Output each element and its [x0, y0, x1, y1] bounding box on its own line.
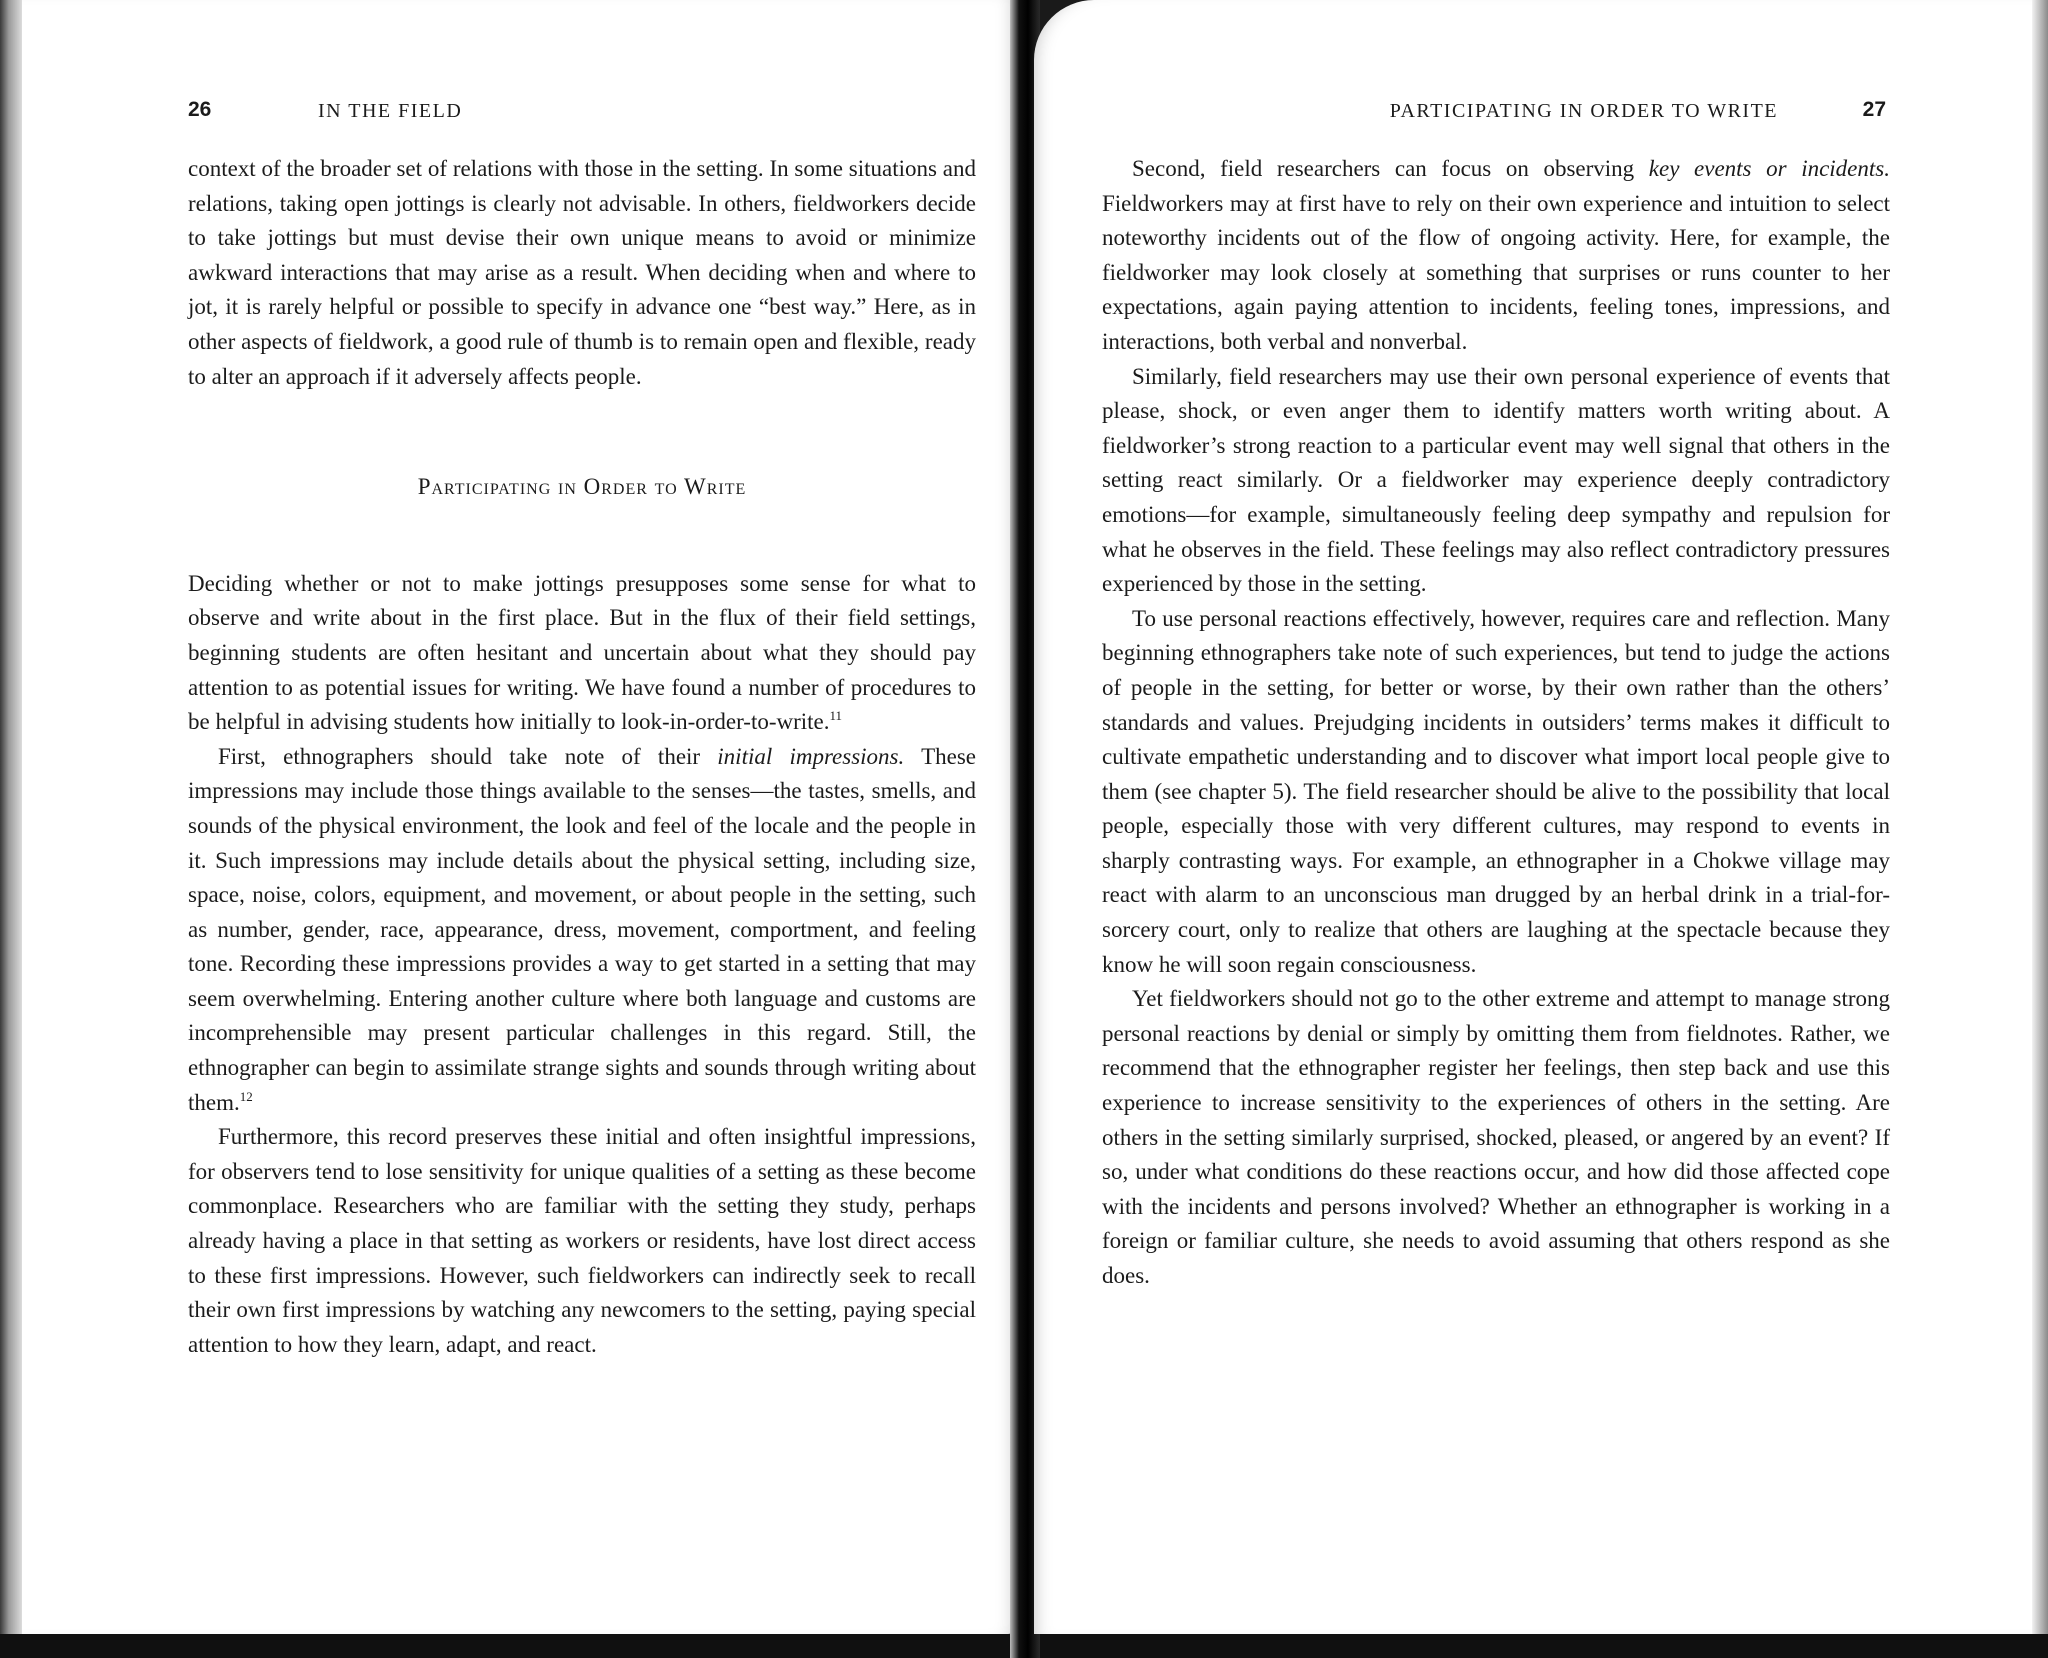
- paragraph: [188, 740, 976, 1121]
- paragraph-text: Second, field researchers can focus on observing: [1132, 156, 1649, 181]
- paragraph-text: First, ethnographers should take note of their: [218, 743, 718, 769]
- emphasis-text: key events or incidents.: [1648, 156, 1890, 181]
- paragraph: [188, 567, 976, 740]
- left-text-block: [188, 152, 976, 1362]
- right-edge-shadow: [2032, 0, 2048, 1634]
- paragraph: Similarly, field researchers may use their own personal experience of events that please, shock, or even anger them to identify matters worth writing about. A fieldworker’s strong reaction to a particular event may well signal that others in the setting react similarly. Or a fieldworker may experience deeply contradictory emotions—for example, simultaneously feeling deep sympathy and repulsion for what he observes in the field. These feelings may also reflect contradictory pressures experienced by those in the setting.: [1102, 363, 1890, 597]
- footnote-marker: 12: [239, 1088, 253, 1104]
- paragraph-text: Deciding whether or not to make jottings presupposes some sense for what to observe and write about in the first place. But in the flux of their field settings, beginning students are often hesitant and uncertain about what they should pay attention to as potential issues for writing. We have found a number of procedures to be helpful in advising students how initially to look-in-order-to-write.: [188, 570, 976, 735]
- running-head-left: IN THE FIELD: [318, 100, 463, 122]
- paragraph: To use personal reactions effectively, however, requires care and reflection. Many beginning ethnographers take note of such experiences, but tend to judge the actions of people in the setting, for better or worse, by their own rather than the others’ standards and values. Prejudging incidents in outsiders’ terms makes it difficult to cultivate empathetic understanding and to discover what import local people give to them (see chapter 5). The field researcher should be alive to the possibility that local people, especially those with very different cultures, may respond to events in sharply contrasting ways. For example, an ethnographer in a Chokwe village may react with alarm to an unconscious man drugged by an herbal drink in a trial-for-sorcery court, only to realize that others are laughing at the spectacle because they know he will soon regain consciousness.: [1102, 605, 1890, 977]
- running-head-right: PARTICIPATING IN ORDER TO WRITE: [1389, 100, 1778, 122]
- paragraph: Furthermore, this record preserves these initial and often insightful impressions, for observers tend to lose sensitivity for unique qualities of a setting as these become commonplace. Researchers who are familiar with the setting they study, perhaps already having a place in that setting as workers or residents, have lost direct access to these first impressions. However, such fieldworkers can indirectly seek to recall their own first impressions by watching any newcomers to the setting, paying special attention to how they learn, adapt, and react.: [188, 1124, 976, 1357]
- page-number-right: 27: [1862, 98, 1886, 121]
- section-heading: Participating in Order to Write: [417, 474, 747, 500]
- paragraph-text: These impressions may include those things available to the senses—the tastes, smells, and sounds of the physical environment, the look and feel of the locale and the people in it. Such impressions may include details about the physical setting, including size, space, noise, colors, equipment, and movement, or about people in the setting, such as number, gender, race, appearance, dress, movement, comportment, and feeling tone. Recording these impressions provides a way to get started in a setting that may seem overwhelming. Entering another culture where both language and customs are incomprehensible may present particular challenges in this regard. Still, the ethnographer can begin to assimilate strange sights and sounds through writing about them.: [188, 743, 976, 1115]
- paragraph: Yet fieldworkers should not go to the other extreme and attempt to manage strong personal reactions by denial or simply by omitting them from fieldnotes. Rather, we recommend that the ethnographer register her feelings, then step back and use this experience to increase sensitivity to the experiences of others in the setting. Are others in the setting similarly surprised, shocked, pleased, or angered by an event? If so, under what conditions do these reactions occur, and how did those affected cope with the incidents and persons involved? Whether an ethnographer is working in a foreign or familiar culture, she needs to avoid assuming that others respond as she does.: [1102, 986, 1890, 1288]
- right-text-block: [1102, 152, 1890, 1294]
- footnote-marker: 11: [829, 708, 843, 724]
- paragraph-continued: context of the broader set of relations with those in the setting. In some situations and relations, taking open jottings is clearly not advisable. In others, fieldworkers decide to take jottings but must devise their own unique means to avoid or minimize awkward interactions that may arise as a result. When deciding when and where to jot, it is rarely helpful or possible to specify in advance one “best way.” Here, as in other aspects of fieldwork, a good rule of thumb is to remain open and flexible, ready to alter an approach if it adversely affects people.: [188, 156, 976, 389]
- right-page: [1034, 0, 2048, 1634]
- left-page: [22, 0, 1014, 1634]
- page-number-left: 26: [188, 98, 212, 121]
- left-edge-shadow: [0, 0, 22, 1658]
- paragraph-text: Fieldworkers may at first have to rely on their own experience and intuition to select noteworthy incidents out of the flow of ongoing activity. Here, for example, the fieldworker may look closely at something that surprises or runs counter to her expectations, again paying attention to incidents, feeling tones, impressions, and interactions, both verbal and nonverbal.: [1102, 190, 1890, 354]
- emphasis-text: initial impressions.: [717, 743, 905, 769]
- paragraph: [1102, 152, 1890, 360]
